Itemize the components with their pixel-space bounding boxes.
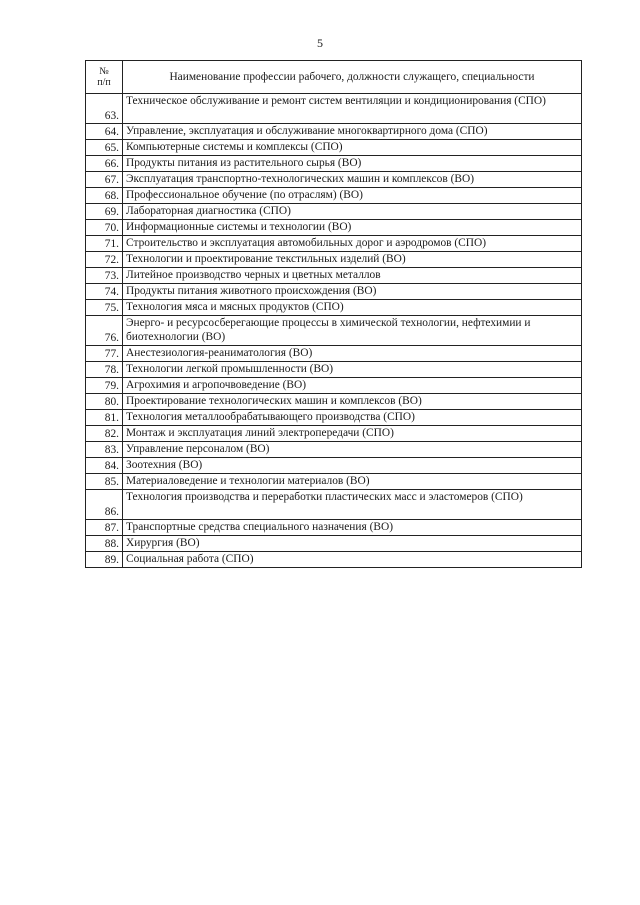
row-num: 84.: [86, 458, 123, 474]
row-num: 63.: [86, 94, 123, 124]
table-row: [86, 172, 582, 188]
row-name: Монтаж и эксплуатация линий электропередачи (СПО): [123, 426, 582, 442]
row-num: 88.: [86, 536, 123, 552]
row-name: Продукты питания животного происхождения (ВО): [123, 284, 582, 300]
professions-table: [85, 60, 582, 568]
row-name: Технологии и проектирование текстильных изделий (ВО): [123, 252, 582, 268]
row-name: Хирургия (ВО): [123, 536, 582, 552]
header-name-label: Наименование профессии рабочего, должности служащего, специальности: [169, 71, 535, 83]
row-name: Технология производства и переработки пластических масс и эластомеров (СПО): [123, 490, 582, 520]
row-num: 73.: [86, 268, 123, 284]
row-name: Транспортные средства специального назначения (ВО): [123, 520, 582, 536]
table-body: [86, 94, 582, 568]
table-row: [86, 490, 582, 520]
page-number: 5: [317, 36, 323, 50]
row-name: Управление персоналом (ВО): [123, 442, 582, 458]
row-name: Технологии легкой промышленности (ВО): [123, 362, 582, 378]
row-name: Эксплуатация транспортно-технологических машин и комплексов (ВО): [123, 172, 582, 188]
table-row: [86, 458, 582, 474]
table-header: [86, 61, 582, 94]
row-num: 74.: [86, 284, 123, 300]
row-name: Зоотехния (ВО): [123, 458, 582, 474]
row-name: Строительство и эксплуатация автомобильных дорог и аэродромов (СПО): [123, 236, 582, 252]
row-num: 65.: [86, 140, 123, 156]
row-num: 75.: [86, 300, 123, 316]
table-row: [86, 362, 582, 378]
row-num: 83.: [86, 442, 123, 458]
table-row: [86, 252, 582, 268]
row-name: Литейное производство черных и цветных металлов: [123, 268, 582, 284]
table-row: [86, 346, 582, 362]
row-num: 69.: [86, 204, 123, 220]
table-row: [86, 204, 582, 220]
table-row: [86, 426, 582, 442]
header-num: [86, 61, 123, 94]
row-num: 76.: [86, 316, 123, 346]
row-num: 80.: [86, 394, 123, 410]
table-row: [86, 236, 582, 252]
row-name: Энерго- и ресурсосберегающие процессы в химической технологии, нефтехимии и биотехнологии (ВО): [123, 316, 582, 346]
row-num: 85.: [86, 474, 123, 490]
row-name: Материаловедение и технологии материалов (ВО): [123, 474, 582, 490]
table-row: [86, 220, 582, 236]
row-name: Управление, эксплуатация и обслуживание многоквартирного дома (СПО): [123, 124, 582, 140]
row-name: Лабораторная диагностика (СПО): [123, 204, 582, 220]
row-num: 64.: [86, 124, 123, 140]
row-num: 66.: [86, 156, 123, 172]
table-row: [86, 156, 582, 172]
row-num: 82.: [86, 426, 123, 442]
row-name: Технология металлообрабатывающего производства (СПО): [123, 410, 582, 426]
row-num: 77.: [86, 346, 123, 362]
table-row: [86, 520, 582, 536]
row-num: 87.: [86, 520, 123, 536]
table-row: [86, 442, 582, 458]
row-name: Социальная работа (СПО): [123, 552, 582, 568]
row-num: 71.: [86, 236, 123, 252]
row-name: Продукты питания из растительного сырья (ВО): [123, 156, 582, 172]
table-row: [86, 188, 582, 204]
table-row: [86, 124, 582, 140]
row-name: Анестезиология-реаниматология (ВО): [123, 346, 582, 362]
header-row: [86, 61, 582, 94]
row-name: Технология мяса и мясных продуктов (СПО): [123, 300, 582, 316]
table-row: [86, 410, 582, 426]
header-num-label: № п/п: [97, 66, 111, 88]
row-num: 72.: [86, 252, 123, 268]
row-num: 89.: [86, 552, 123, 568]
row-name: Проектирование технологических машин и комплексов (ВО): [123, 394, 582, 410]
row-name: Агрохимия и агропочвоведение (ВО): [123, 378, 582, 394]
table-row: [86, 316, 582, 346]
row-num: 81.: [86, 410, 123, 426]
row-num: 67.: [86, 172, 123, 188]
table-row: [86, 268, 582, 284]
table-row: [86, 94, 582, 124]
row-num: 79.: [86, 378, 123, 394]
table-row: [86, 378, 582, 394]
table-row: [86, 140, 582, 156]
table-row: [86, 394, 582, 410]
row-name: Профессиональное обучение (по отраслям) (ВО): [123, 188, 582, 204]
table-row: [86, 284, 582, 300]
table-row: [86, 552, 582, 568]
table-row: [86, 300, 582, 316]
row-name: Техническое обслуживание и ремонт систем вентиляции и кондиционирования (СПО): [123, 94, 582, 124]
row-num: 78.: [86, 362, 123, 378]
table-row: [86, 474, 582, 490]
row-num: 70.: [86, 220, 123, 236]
row-num: 86.: [86, 490, 123, 520]
row-name: Компьютерные системы и комплексы (СПО): [123, 140, 582, 156]
row-num: 68.: [86, 188, 123, 204]
table-row: [86, 536, 582, 552]
row-name: Информационные системы и технологии (ВО): [123, 220, 582, 236]
header-name: [123, 61, 582, 94]
